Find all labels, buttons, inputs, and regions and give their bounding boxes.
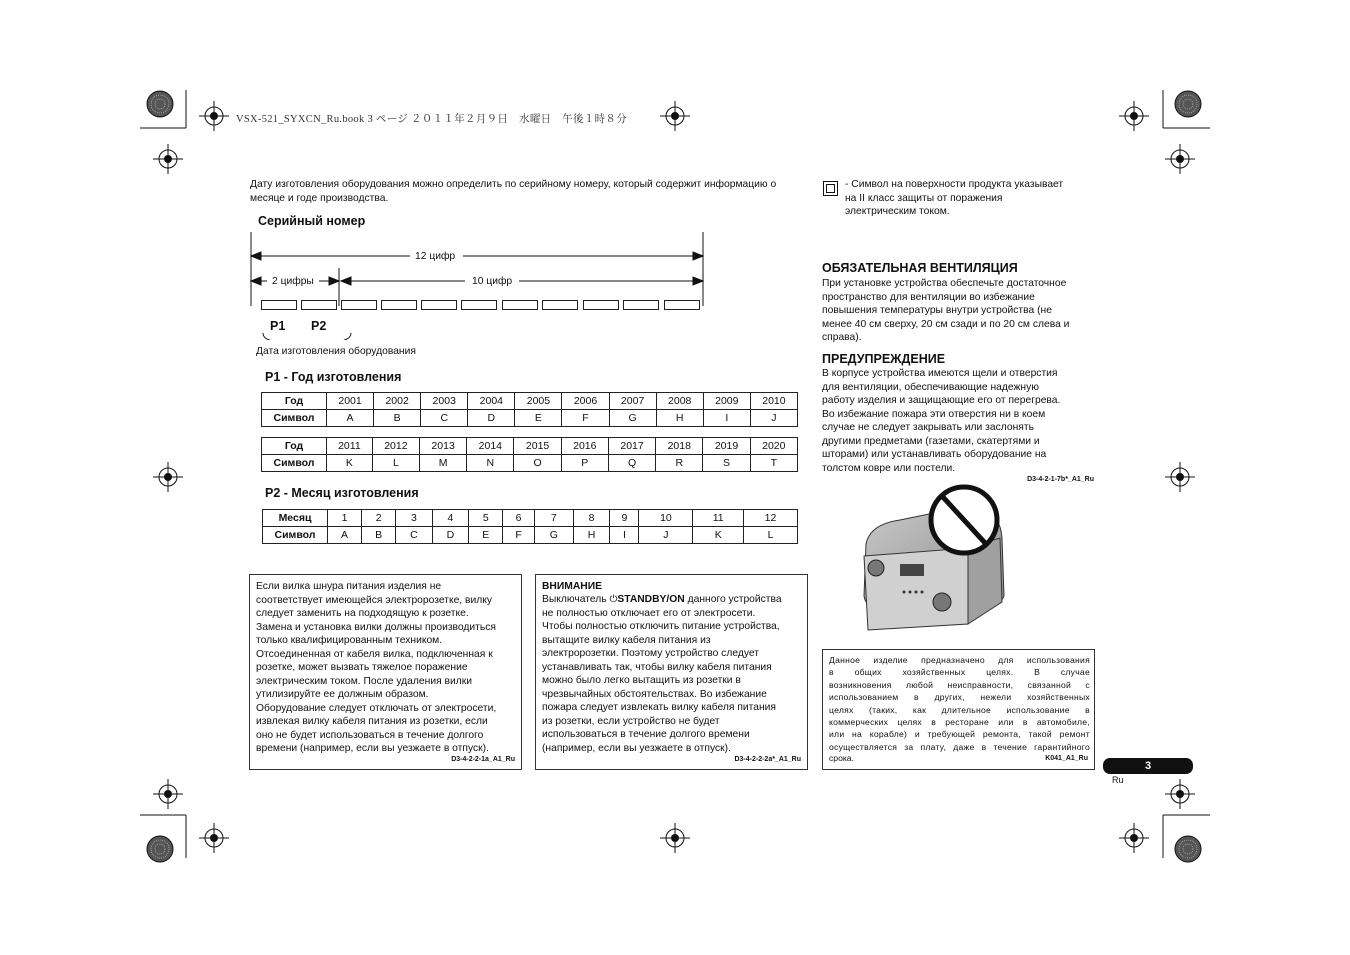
year-cell: 2002 [374, 393, 421, 410]
symbol-cell: F [503, 527, 535, 544]
text-line: пространство для вентиляции во избежание [822, 291, 1035, 303]
serial-digit-cell [461, 300, 497, 310]
text-line: менее 40 см сверху, 20 см сзади и по 20 см слева и [822, 318, 1070, 330]
serial-digit-cell [421, 300, 457, 310]
warning-code: D3-4-2-1-7b*_A1_Ru [1027, 476, 1094, 483]
label-12-digits: 12 цифр [412, 250, 458, 264]
text-line: времени (например, если вы уезжаете в отпуск). [256, 743, 489, 754]
text-line: целях (таких, как длительное использование в [829, 704, 1090, 715]
power-icon: ⏻ [609, 594, 618, 605]
symbol-row-label: Символ [262, 410, 327, 427]
text-line: (например, если вы уезжаете в отпуск). [542, 742, 731, 754]
text-line: не полностью отключает его от электросети. [542, 607, 756, 619]
year-cell: 2020 [750, 438, 797, 455]
symbol-cell: E [515, 410, 562, 427]
text-line: осуществляется за плату, даже в течение гарантийного [829, 741, 1090, 752]
symbol-cell: J [750, 410, 797, 427]
covered-receiver-illustration [860, 484, 1010, 634]
year-cell: 2017 [608, 438, 655, 455]
year-cell: 2007 [609, 393, 656, 410]
plug-notice-box [249, 574, 522, 770]
caution-text [542, 607, 807, 756]
text-line: оно не будет использоваться в течение долгого [256, 729, 484, 741]
symbol-cell: B [374, 410, 421, 427]
year-cell: 2006 [562, 393, 609, 410]
symbol-cell: D [432, 527, 469, 544]
warning-text [822, 367, 1097, 475]
month-cell: 1 [328, 510, 362, 527]
year-cell: 2018 [656, 438, 703, 455]
symbol-cell: H [573, 527, 610, 544]
year-cell: 2014 [467, 438, 514, 455]
text-line: извлекая вилку кабеля питания из розетки, если [256, 716, 488, 727]
text-line: возникновения любой неисправности, связанной с [829, 679, 1090, 690]
caution-title: ВНИМАНИЕ [542, 581, 602, 592]
symbol-row-label: Символ [262, 455, 327, 472]
year-table-1 [261, 392, 798, 427]
text-line: Чтобы полностью отключить питание устройства, [542, 621, 780, 632]
symbol-cell: G [609, 410, 656, 427]
year-cell: 2015 [514, 438, 561, 455]
text-line: или на корабле) и требующей ремонта, такой ремонт [829, 729, 1090, 740]
text-line: устанавливать так, чтобы вилку кабеля питания [542, 661, 772, 673]
symbol-cell: A [328, 527, 362, 544]
caution-first-line [542, 593, 782, 607]
month-cell: 8 [573, 510, 610, 527]
symbol-cell: L [372, 455, 419, 472]
symbol-cell: F [562, 410, 609, 427]
symbol-cell: N [467, 455, 514, 472]
text-line: В корпусе устройства имеются щели и отверстия [822, 368, 1058, 379]
serial-digit-cell [664, 300, 700, 310]
ventilation-text [822, 277, 1097, 345]
text-line: Отсоединенная от кабеля вилка, подключенная к [256, 648, 493, 660]
text-line: соответствует имеющейся электророзетке, вилку [256, 594, 493, 606]
year-cell: 2010 [750, 393, 797, 410]
text-line: только квалифицированным техником. [256, 635, 443, 646]
plug-notice-code: D3-4-2-2-1a_A1_Ru [451, 756, 515, 763]
symbol-cell: Q [608, 455, 655, 472]
symbol-cell: P [561, 455, 608, 472]
symbol-cell: C [396, 527, 433, 544]
text-line: розетке, может вызвать тяжелое поражение [256, 662, 468, 673]
symbol-cell: K [327, 455, 373, 472]
p1-title: P1 - Год изготовления [265, 370, 402, 384]
month-cell: 6 [503, 510, 535, 527]
class2-symbol-icon [823, 181, 838, 196]
text-line: электророзетки. Поэтому устройство следует [542, 648, 759, 659]
month-cell: 12 [744, 510, 798, 527]
manufacture-date-label: Дата изготовления оборудования [256, 346, 416, 357]
symbol-cell: I [610, 527, 639, 544]
label-10-digits: 10 цифр [469, 275, 515, 289]
year-cell: 2001 [327, 393, 374, 410]
text-line: - Символ на поверхности продукта указывает [845, 179, 1064, 190]
symbol-cell: H [656, 410, 703, 427]
year-cell: 2005 [515, 393, 562, 410]
text-line: в общих хозяйственных целях. В случае [829, 667, 1090, 678]
year-cell: 2016 [561, 438, 608, 455]
household-box [822, 649, 1095, 770]
text-line: работу изделия и защищающие его от перегрева. [822, 395, 1061, 406]
serial-digit-cell [301, 300, 337, 310]
ventilation-title: ОБЯЗАТЕЛЬНАЯ ВЕНТИЛЯЦИЯ [822, 261, 1018, 275]
symbol-cell: L [744, 527, 798, 544]
text-line: Замена и установка вилки должны производиться [256, 621, 496, 633]
text-line: утилизируйте ее должным образом. [256, 689, 429, 700]
month-cell: 5 [469, 510, 503, 527]
page-number: 3 [1103, 758, 1193, 774]
text-line: использованием в других, нежели хозяйственных [829, 692, 1090, 703]
symbol-cell: C [421, 410, 468, 427]
caution-first-pre: Выключатель [542, 594, 607, 605]
text-line: Данное изделие предназначено для использования [829, 655, 1090, 665]
serial-digit-cell [542, 300, 578, 310]
text-line: коммерческих целях в ресторане или в автомобиле, [829, 717, 1090, 728]
caution-box [535, 574, 808, 770]
p1-marker: P1 [270, 319, 286, 333]
serial-digit-cell [381, 300, 417, 310]
p2-marker: P2 [311, 319, 327, 333]
text-line: для вентиляции, обеспечивающие надежную [822, 381, 1039, 393]
serial-digit-cell [583, 300, 619, 310]
household-text [829, 654, 1090, 753]
text-line: Во избежание пожара эти отверстия ни в коем [822, 408, 1046, 420]
text-line: повышения температуры внутри устройства (не [822, 305, 1052, 316]
symbol-cell: R [656, 455, 703, 472]
year-row-label: Год [262, 438, 327, 455]
text-line: справа). [822, 332, 862, 343]
symbol-cell: M [419, 455, 466, 472]
text-line: использоваться в течение долгого времени [542, 729, 750, 740]
symbol-cell: A [327, 410, 374, 427]
class2-text [845, 178, 1100, 219]
file-header: VSX-521_SYXCN_Ru.book 3 ページ ２０１１年２月９日 水曜日 午後１時８分 [236, 114, 628, 125]
symbol-cell: J [639, 527, 693, 544]
text-line: шторами) или устанавливать оборудование на [822, 449, 1047, 460]
serial-digit-cell [261, 300, 297, 310]
year-table-2 [261, 437, 798, 472]
text-line: другими предметами (газетами, скатертями и [822, 435, 1040, 447]
caution-code: D3-4-2-2-2a*_A1_Ru [734, 756, 801, 763]
symbol-cell: T [750, 455, 797, 472]
symbol-cell: B [362, 527, 396, 544]
plug-notice-text [256, 580, 521, 756]
serial-digit-cell [341, 300, 377, 310]
intro-text: Дату изготовления оборудования можно определить по серийному номеру, который содержит информацию о месяце и годе производства. [250, 179, 777, 204]
text-line: пожара следует извлекать вилку кабеля питания [542, 702, 776, 713]
year-cell: 2012 [372, 438, 419, 455]
text-line: из розетки, если устройство не будет [542, 715, 720, 727]
symbol-cell: I [703, 410, 750, 427]
label-2-digits: 2 цифры [269, 275, 317, 289]
month-cell: 10 [639, 510, 693, 527]
year-row-label: Год [262, 393, 327, 410]
text-line: Оборудование следует отключать от электросети, [256, 702, 497, 714]
year-cell: 2008 [656, 393, 703, 410]
serial-digit-cell [502, 300, 538, 310]
household-code: K041_A1_Ru [1045, 755, 1088, 762]
text-line: можно было легко вытащить из розетки в [542, 675, 741, 686]
text-line: следует заменить на подходящую к розетке. [256, 608, 469, 619]
month-cell: 2 [362, 510, 396, 527]
month-cell: 9 [610, 510, 639, 527]
text-line: вытащите вилку кабеля питания из [542, 634, 711, 646]
symbol-row-label: Символ [263, 527, 328, 544]
symbol-cell: D [468, 410, 515, 427]
symbol-cell: S [703, 455, 750, 472]
text-line: случае не следует закрывать или заслонять [822, 422, 1034, 433]
caution-first-post: данного устройства [687, 594, 782, 605]
month-cell: 11 [693, 510, 744, 527]
year-cell: 2003 [421, 393, 468, 410]
text-line: на II класс защиты от поражения [845, 192, 1003, 204]
serial-digit-cell [623, 300, 659, 310]
month-cell: 4 [432, 510, 469, 527]
month-cell: 3 [396, 510, 433, 527]
year-cell: 2009 [703, 393, 750, 410]
month-cell: 7 [534, 510, 573, 527]
year-cell: 2011 [327, 438, 373, 455]
symbol-cell: O [514, 455, 561, 472]
year-cell: 2019 [703, 438, 750, 455]
standby-on-label: STANDBY/ON [617, 594, 685, 605]
year-cell: 2013 [419, 438, 466, 455]
text-line: электрическим током. [845, 206, 950, 217]
page-language: Ru [1112, 775, 1124, 785]
year-cell: 2004 [468, 393, 515, 410]
symbol-cell: K [693, 527, 744, 544]
p2-title: P2 - Месяц изготовления [265, 486, 419, 500]
text-line: чрезвычайных обстоятельствах. Во избежание [542, 688, 767, 700]
text-line: Если вилка шнура питания изделия не [256, 581, 442, 592]
household-last-line: срока. [829, 753, 854, 763]
warning-title: ПРЕДУПРЕЖДЕНИЕ [822, 352, 946, 366]
text-line: электрическим током. После удаления вилки [256, 675, 472, 687]
text-line: толстом ковре или постели. [822, 462, 956, 474]
symbol-cell: G [534, 527, 573, 544]
text-line: При установке устройства обеспечьте достаточное [822, 278, 1067, 289]
serial-title: Серийный номер [258, 214, 366, 228]
symbol-cell: E [469, 527, 503, 544]
month-row-label: Месяц [263, 510, 328, 527]
month-table [262, 509, 798, 544]
